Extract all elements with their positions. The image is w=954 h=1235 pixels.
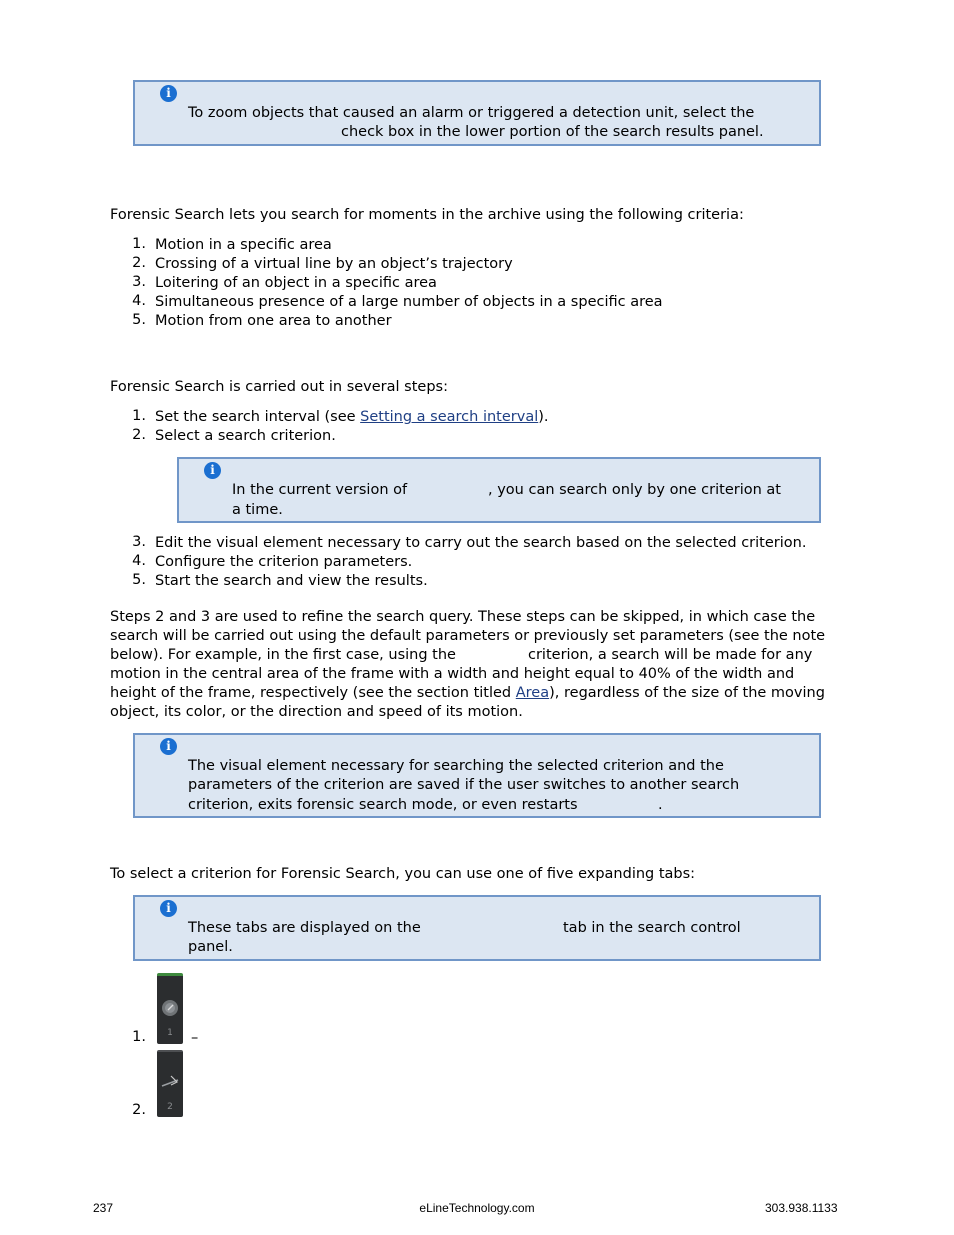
list-number: 5. [132,572,146,588]
note-text: The visual element necessary for searching the selected criterion and the [188,758,724,774]
list-number: 3. [132,274,146,290]
note-text: parameters of the criterion are saved if the user switches to another search [188,777,740,793]
list-number: 4. [132,293,146,309]
list-item: Motion in a specific area [155,237,332,253]
note-text: , you can search only by one criterion at [488,482,781,498]
paragraph-line: motion in the central area of the frame with a width and height equal to 40% of the width and [110,666,795,682]
info-icon: i [204,462,221,479]
tabs-intro: To select a criterion for Forensic Search, you can use one of five expanding tabs: [110,866,696,882]
list-number: 2. [132,427,146,443]
note-text: check box in the lower portion of the search results panel. [341,124,764,140]
step-text: ). [538,409,549,425]
info-note-zoom [133,80,821,146]
info-icon: i [160,85,177,102]
step-text: Set the search interval (see [155,409,361,425]
list-number: 1. [132,1029,146,1045]
list-item: Configure the criterion parameters. [155,554,413,570]
list-number: 2. [132,255,146,271]
note-text: In the current version of [232,482,408,498]
note-text: These tabs are displayed on the [188,920,421,936]
tab-label: 1 [167,1028,173,1038]
paragraph-line: Steps 2 and 3 are used to refine the search query. These steps can be skipped, in which case the [110,609,816,625]
list-number: 2. [132,1102,146,1118]
link-setting-search-interval[interactable]: Setting a search interval [360,409,539,425]
dash-separator: – [191,1030,199,1046]
paragraph-text: height of the frame, respectively (see the section titled [110,685,516,701]
paragraph-line: criterion, a search will be made for any [528,647,813,663]
line-crossing-tab-image[interactable] [157,1050,183,1117]
steps-intro: Forensic Search is carried out in several steps: [110,379,448,395]
intro-paragraph: Forensic Search lets you search for moments in the archive using the following criteria: [110,207,744,223]
note-text: To zoom objects that caused an alarm or triggered a detection unit, select the [188,105,755,121]
paragraph-line: below). For example, in the first case, using the [110,647,456,663]
paragraph-line: object, its color, or the direction and speed of its motion. [110,704,523,720]
footer-website: eLineTechnology.com [419,1201,535,1215]
info-icon: i [160,900,177,917]
link-area[interactable]: Area [515,685,550,701]
paragraph-line: search will be carried out using the default parameters or previously set parameters (see the note [110,628,826,644]
list-number: 1. [132,236,146,252]
footer-phone: 303.938.1133 [765,1201,838,1215]
note-text: a time. [232,502,283,518]
list-item: Start the search and view the results. [155,573,428,589]
paragraph-line [110,684,825,703]
motion-in-area-tab-image[interactable] [157,973,183,1044]
note-text: tab in the search control [563,920,741,936]
list-item: Loitering of an object in a specific area [155,275,437,291]
list-item [155,408,549,427]
page-number: 237 [93,1201,114,1215]
paragraph-text: ), regardless of the size of the moving [549,685,825,701]
list-number: 1. [132,408,146,424]
info-note-tabs [133,895,821,961]
tab-label: 2 [167,1102,173,1112]
info-icon: i [160,738,177,755]
list-number: 3. [132,534,146,550]
list-item: Simultaneous presence of a large number of objects in a specific area [155,294,663,310]
list-number: 4. [132,553,146,569]
note-text: . [658,797,663,813]
info-note-one-criterion [177,457,821,523]
list-number: 5. [132,312,146,328]
list-item: Select a search criterion. [155,428,336,444]
list-item: Edit the visual element necessary to carry out the search based on the selected criterion. [155,535,807,551]
note-text: criterion, exits forensic search mode, or even restarts [188,797,578,813]
list-item: Motion from one area to another [155,313,392,329]
note-text: panel. [188,939,233,955]
info-note-saved-params [133,733,821,818]
list-item: Crossing of a virtual line by an object’s trajectory [155,256,513,272]
